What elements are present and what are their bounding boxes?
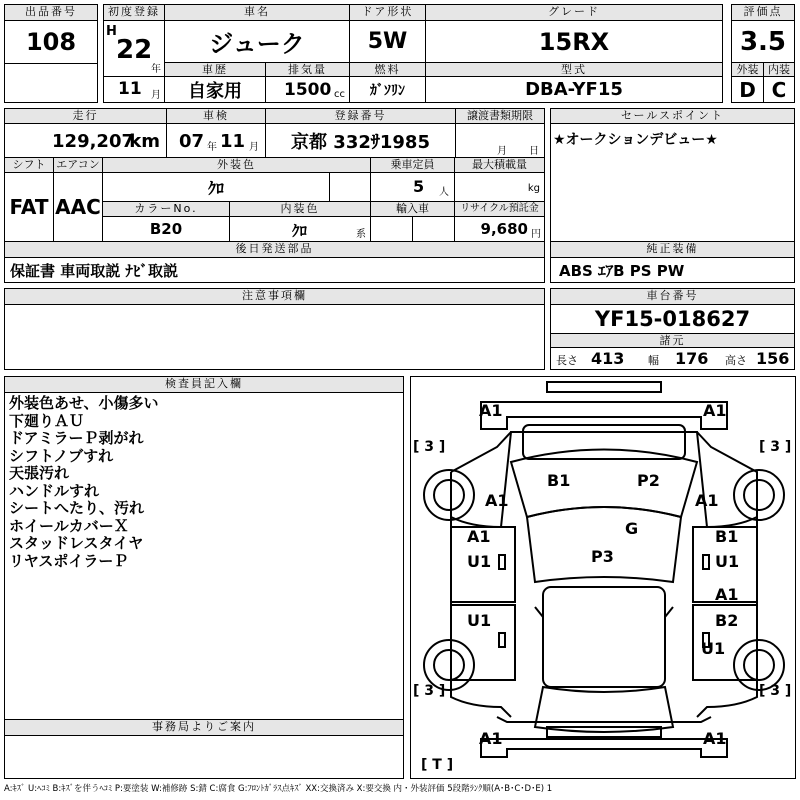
ac-label: エアコン: [53, 157, 103, 173]
max-load-unit: kg: [527, 183, 540, 194]
import-cell-a: [370, 216, 413, 242]
dims-row: [550, 347, 795, 370]
lot-no: 108: [4, 20, 98, 64]
ac: AAC: [53, 172, 103, 242]
mark-right-fender: A1: [695, 491, 719, 510]
inspection-label: 車検: [166, 108, 266, 124]
fuel-label: 燃料: [349, 62, 426, 77]
km-unit: km: [129, 131, 160, 152]
door-label: ドア形状: [349, 4, 426, 21]
mark-right-front-door-u: U1: [715, 552, 740, 571]
caution-body: [4, 304, 545, 370]
int-color-cell: [229, 216, 371, 242]
plate-label: 登録番号: [265, 108, 456, 124]
mark-hood-left: B1: [547, 471, 571, 490]
wheel-rr-mark: [ 3 ]: [759, 683, 792, 699]
legend: A:ｷｽﾞ U:ﾍｺﾐ B:ｷｽﾞを伴うﾍｺﾐ P:要塗装 W:補修跡 S:錆 C:腐食 G:ﾌﾛﾝﾄｶﾞﾗｽ点ｷｽﾞ XX:交換済み X:要交換 内・外装評価 5段階ﾗﾝｸ順(A･B･C･D･E) 1: [4, 784, 553, 794]
wheel-fr-mark: [ 3 ]: [759, 439, 792, 455]
history: 自家用: [164, 76, 266, 103]
fuel: ｶﾞｿﾘﾝ: [349, 76, 426, 103]
transfer-cell: [455, 123, 545, 158]
max-load-cell: [454, 172, 545, 202]
inspection-year: 07: [179, 131, 205, 152]
ext-color: ｸﾛ: [102, 172, 330, 202]
mark-right-rear-door-a: A1: [715, 585, 739, 604]
import-cell-b: [412, 216, 455, 242]
later-parts-label: 後日発送部品: [4, 241, 545, 258]
int-color-unit: 系: [356, 229, 366, 240]
displacement: 1500: [284, 80, 332, 100]
genuine-text: ABS ｴｱB PS PW: [550, 257, 795, 283]
inspection-cell: [166, 123, 266, 158]
height-label: 高さ: [725, 354, 747, 367]
ext-color-label: 外装色: [102, 157, 371, 173]
roof: [543, 587, 665, 687]
era: H: [106, 24, 117, 39]
wheel-hub: [744, 650, 774, 680]
mileage-label: 走行: [4, 108, 167, 124]
first-reg-month-cell: [103, 76, 165, 103]
ext-color-extra: [329, 172, 371, 202]
wheel-front-left: [424, 470, 474, 520]
rear-bumper: [481, 739, 727, 757]
month-unit: 月: [151, 90, 161, 101]
inspector-notes: [4, 392, 404, 720]
int-grade-label: 内装: [763, 62, 795, 77]
cc-unit: cc: [334, 89, 345, 100]
model-label: 型式: [425, 62, 723, 77]
transfer-label: 譲渡書類期限: [455, 108, 545, 124]
transfer-day-unit: 日: [529, 146, 539, 157]
first-reg-month: 11: [118, 79, 142, 99]
trunk-mark: [ T ]: [421, 757, 454, 773]
first-reg-year-cell: [103, 20, 165, 77]
score-label: 評価点: [731, 4, 795, 21]
int-grade: C: [763, 76, 795, 103]
length-label: 長さ: [556, 354, 578, 367]
mark-left-front-door-a: A1: [467, 527, 491, 546]
capacity-cell: [370, 172, 455, 202]
mark-right-rear-quarter-u: U1: [701, 639, 726, 658]
first-reg-year: 22: [116, 35, 153, 65]
wheel-rl-mark: [ 3 ]: [413, 683, 446, 699]
ext-grade: D: [731, 76, 764, 103]
width: 176: [675, 349, 709, 368]
car-diagram-svg: [411, 377, 796, 779]
dims-label: 諸元: [550, 333, 795, 348]
note-line: 下廻りＡＵ: [9, 411, 85, 430]
mark-right-rear-door-b: B2: [715, 611, 739, 630]
wheel-hub: [744, 480, 774, 510]
displacement-label: 排気量: [265, 62, 350, 77]
inspection-month-unit: 月: [249, 142, 259, 153]
door-handle: [499, 555, 505, 569]
genuine-label: 純正装備: [550, 241, 795, 258]
damage-diagram: [410, 376, 796, 779]
year-unit: 年: [151, 64, 161, 75]
history-label: 車歴: [164, 62, 266, 77]
office-label: 事務局よりご案内: [4, 719, 404, 736]
front-glass: [527, 507, 681, 582]
capacity: 5: [413, 177, 425, 196]
shift: FAT: [4, 172, 54, 242]
model: DBA-YF15: [425, 76, 723, 103]
capacity-label: 乗車定員: [370, 157, 455, 173]
note-line: シフトノブすれ: [9, 446, 114, 465]
mark-left-front-door-u: U1: [467, 552, 492, 571]
length: 413: [591, 349, 625, 368]
recycle-cell: [454, 216, 545, 242]
note-line: ドアミラーＰ剥がれ: [9, 429, 144, 447]
score: 3.5: [731, 20, 795, 63]
door-handle: [703, 555, 709, 569]
roof-pillars: [535, 607, 673, 617]
office-body: [4, 735, 404, 779]
mark-left-fender: A1: [485, 491, 509, 510]
mark-left-rear-door-u: U1: [467, 611, 492, 630]
transfer-month-unit: 月: [497, 146, 507, 157]
wheel-hub: [434, 650, 464, 680]
shift-label: シフト: [4, 157, 54, 173]
color-no: B20: [102, 216, 230, 242]
door-handle: [499, 633, 505, 647]
ext-grade-label: 外装: [731, 62, 764, 77]
caution-label: 注意事項欄: [4, 288, 545, 305]
note-line: リヤスポイラーＰ: [9, 551, 129, 570]
inspection-month: 11: [220, 131, 246, 152]
car-name: ジューク: [164, 20, 350, 63]
car-name-label: 車名: [164, 4, 350, 21]
import-label: 輸入車: [370, 201, 455, 217]
mark-rear-right-bumper: A1: [703, 729, 727, 748]
note-line: 天張汚れ: [9, 464, 70, 482]
first-reg-label: 初度登録: [103, 4, 165, 21]
mark-roof-g: G: [625, 519, 639, 538]
later-parts-text: 保証書 車両取説 ﾅﾋﾞ取説: [4, 257, 545, 283]
note-line: シートへたり、汚れ: [9, 499, 145, 517]
front-grille: [547, 382, 661, 392]
int-color: ｸﾛ: [292, 222, 308, 240]
rear-glass: [535, 687, 673, 732]
note-line: 外装色あせ、小傷多い: [9, 394, 159, 412]
door: 5W: [349, 20, 426, 63]
wheel-hub: [434, 480, 464, 510]
inspection-year-unit: 年: [207, 142, 217, 153]
height: 156: [756, 349, 790, 368]
rear-deck: [497, 717, 711, 722]
inspector-label: 検査員記入欄: [4, 376, 404, 393]
lot-no-label: 出品番号: [4, 4, 98, 21]
sales-text: ★オークションデビュー★: [553, 132, 718, 148]
chassis-label: 車台番号: [550, 288, 795, 305]
mark-rear-left-bumper: A1: [479, 729, 503, 748]
mileage-cell: [4, 123, 167, 158]
plate: 京都 332ｻ1985: [265, 123, 456, 158]
recycle: 9,680: [480, 220, 528, 238]
mark-roof: P3: [591, 547, 614, 566]
chassis-value: YF15-018627: [550, 304, 795, 334]
color-no-label: カラーNo.: [102, 201, 230, 217]
wheel-fl-mark: [ 3 ]: [413, 439, 446, 455]
note-line: ホイールカバーＸ: [9, 516, 129, 535]
capacity-unit: 人: [439, 187, 449, 198]
displacement-cell: [265, 76, 350, 103]
sales-cell: [550, 123, 795, 243]
width-label: 幅: [648, 354, 659, 367]
recycle-label: リサイクル預託金: [454, 201, 545, 217]
int-color-label: 内装色: [229, 201, 371, 217]
mark-front-left-bumper: A1: [479, 401, 503, 420]
mark-hood-right: P2: [637, 471, 660, 490]
max-load-label: 最大積載量: [454, 157, 545, 173]
recycle-unit: 円: [531, 229, 541, 240]
wheel-front-right: [734, 470, 784, 520]
grade: 15RX: [425, 20, 723, 63]
note-line: ハンドルすれ: [9, 481, 100, 500]
note-line: スタッドレスタイヤ: [9, 534, 144, 552]
mileage: 129,207: [52, 131, 134, 152]
front-left-outline: [451, 432, 511, 472]
sales-label: セールスポイント: [550, 108, 795, 124]
mark-front-right-bumper: A1: [703, 401, 727, 420]
lot-no-blank: [4, 63, 98, 103]
grade-label: グレード: [425, 4, 723, 21]
mark-right-front-door-b: B1: [715, 527, 739, 546]
